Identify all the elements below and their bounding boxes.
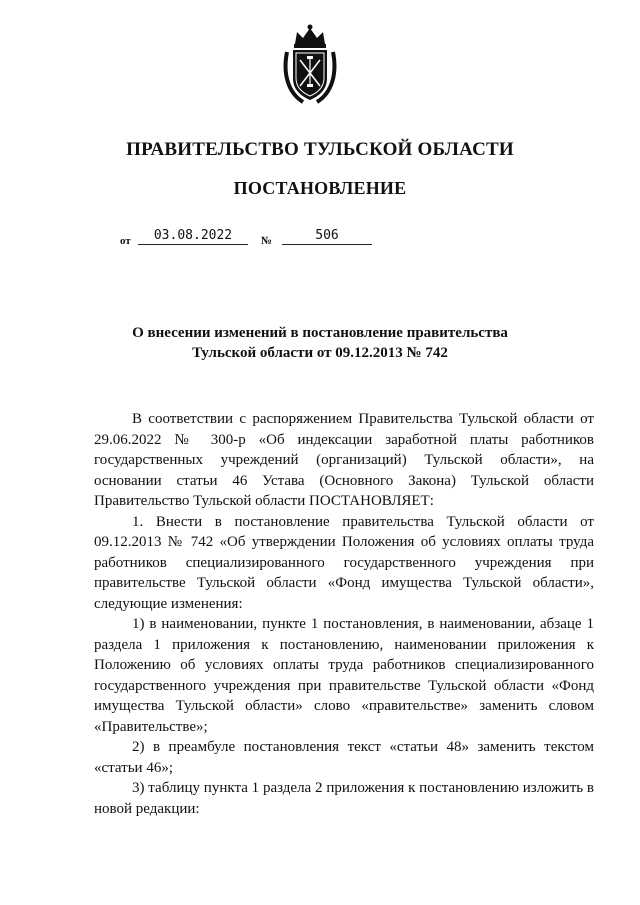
preamble-paragraph: В соответствии с распоряжением Правительства Тульской области от 29.06.2022 № 300-р «Об индексации заработной платы работников государственных учреждений (организаций) Тульской области», на основании статьи 46 Устава (Основного Закона) Тульской области Правительство Тульской области ПОСТАНОВЛЯЕТ: — [94, 411, 594, 509]
subitem-1-paragraph: 1) в наименовании, пункте 1 постановления, в наименовании, абзаце 1 раздела 1 приложения к постановлению, наименовании приложения к Положению об условиях оплаты труда работников специализированного государственного учреждения при правительстве Тульской области «Фонд имущества Тульской области» слово «правительстве» заменить словом «Правительстве»; — [94, 616, 594, 735]
document-body — [94, 409, 594, 819]
subitem-3-paragraph: 3) таблицу пункта 1 раздела 2 приложения к постановлению изложить в новой редакции: — [94, 780, 594, 817]
number-label: № — [261, 235, 273, 247]
document-date: 03.08.2022 — [138, 228, 248, 245]
document-type: ПОСТАНОВЛЕНИЕ — [233, 178, 407, 198]
subject-line-1: О внесении изменений в постановление правительства — [132, 325, 508, 341]
government-title: ПРАВИТЕЛЬСТВО ТУЛЬСКОЙ ОБЛАСТИ — [126, 139, 514, 160]
document-subject — [0, 323, 640, 363]
coat-of-arms-emblem — [281, 22, 339, 108]
subject-line-2: Тульской области от 09.12.2013 № 742 — [192, 345, 448, 361]
item-1-paragraph: 1. Внести в постановление правительства Тульской области от 09.12.2013 № 742 «Об утверждении Положения об условиях оплаты труда работников специализированного государственного учреждения при правительстве Тульской области «Фонд имущества Тульской области», следующие изменения: — [94, 513, 594, 612]
document-number: 506 — [282, 228, 372, 245]
subitem-2-paragraph: 2) в преамбуле постановления текст «статьи 48» заменить текстом «статьи 46»; — [94, 739, 594, 776]
date-label: от — [120, 235, 131, 247]
